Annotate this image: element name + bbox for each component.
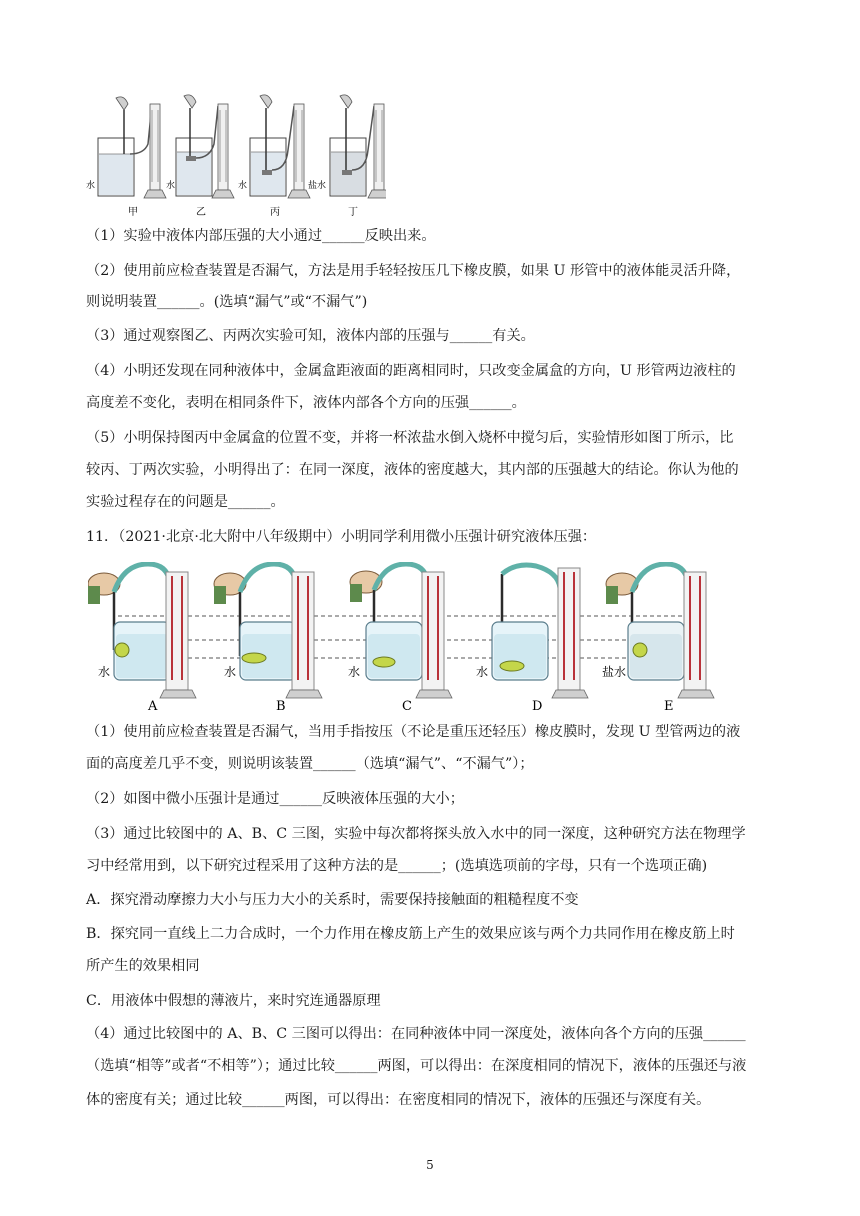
figure-2-liquid-label: 水	[348, 665, 361, 679]
setup-jia	[86, 97, 166, 218]
q11-title: 11．（2021·北京·北大附中八年级期中）小明同学利用微小压强计研究液体压强：	[86, 529, 597, 545]
setup-bing	[238, 95, 310, 218]
q11-line: 体的密度有关；通过比较______两图，可以得出：在密度相同的情况下，液体的压强还与深度有关。	[86, 1092, 711, 1108]
q10-line: 较丙、丁两次实验，小明得出了：在同一深度，液体的密度越大，其内部的压强越大的结论。你认为他的	[86, 462, 739, 478]
figure-1-liquid-label: 水	[166, 181, 176, 191]
q11-option-b: B．探究同一直线上二力合成时，一个力作用在橡皮筋上产生的效果应该与两个力共同作用在橡皮筋上时	[86, 926, 735, 942]
setup-c	[348, 564, 452, 714]
q11-line: （选填“相等”或者“不相等”）；通过比较______两图，可以得出：在深度相同的情况下，液体的压强还与液	[86, 1058, 747, 1074]
q11-option-a: A．探究滑动摩擦力大小与压力大小的关系时，需要保持接触面的粗糙程度不变	[86, 892, 579, 908]
figure-2-caption: D	[532, 699, 543, 714]
setup-e	[602, 564, 714, 714]
q11-option-b-cont: 所产生的效果相同	[86, 958, 200, 974]
q10-line: 高度差不变化，表明在相同条件下，液体内部各个方向的压强______。	[86, 395, 526, 411]
q11-line: 习中经常用到，以下研究过程采用了这种方法的是______；(选填选项前的字母，只有一个选项正确)	[86, 858, 708, 874]
figure-2-caption: E	[664, 699, 674, 714]
figure-2-liquid-label: 水	[476, 665, 489, 679]
figure-2-caption: C	[402, 699, 412, 714]
q10-line: （1）实验中液体内部压强的大小通过______反映出来。	[86, 228, 436, 244]
q10-line: 则说明装置______。(选填“漏气”或“不漏气”)	[86, 294, 368, 310]
q11-line: （1）使用前应检查装置是否漏气，当用手指按压（不论是重压还轻压）橡皮膜时，发现 U 型管两边的液	[86, 724, 741, 740]
q10-line: 实验过程存在的问题是______。	[86, 494, 285, 510]
q11-line: （2）如图中微小压强计是通过______反映液体压强的大小；	[86, 791, 464, 807]
figure-1-pressure-gauge	[86, 90, 386, 218]
figure-1-caption: 丙	[270, 207, 280, 218]
setup-d	[476, 565, 588, 714]
q10-line: （5）小明保持图丙中金属盒的位置不变，并将一杯浓盐水倒入烧杯中搅匀后，实验情形如图丁所示，比	[86, 430, 734, 446]
q11-line: （3）通过比较图中的 A、B、C 三图，实验中每次都将探头放入水中的同一深度，这种研究方法在物理学	[86, 826, 746, 842]
figure-1-caption: 甲	[128, 207, 138, 218]
q11-line: （4）通过比较图中的 A、B、C 三图可以得出：在同种液体中同一深度处，液体向各个方向的压强______	[86, 1026, 746, 1042]
q10-line: （2）使用前应检查装置是否漏气，方法是用手轻轻按压几下橡皮膜，如果 U 形管中的液体能灵活升降，	[86, 263, 741, 279]
figure-1-caption: 丁	[348, 207, 358, 218]
setup-b	[214, 564, 322, 714]
page-number: 5	[426, 1158, 434, 1172]
figure-2-pressure-gauge	[88, 562, 716, 714]
q10-line: （3）通过观察图乙、丙两次实验可知，液体内部的压强与______有关。	[86, 328, 535, 344]
figure-2-liquid-label: 水	[224, 665, 237, 679]
figure-1-liquid-label: 盐水	[308, 181, 327, 191]
figure-2-caption: A	[148, 699, 158, 714]
q11-option-c: C．用液体中假想的薄液片，来时究连通器原理	[86, 993, 381, 1009]
figure-2-liquid-label: 水	[98, 665, 111, 679]
setup-a	[88, 564, 196, 714]
q11-line: 面的高度差几乎不变，则说明该装置______（选填“漏气”、“不漏气”）；	[86, 756, 534, 772]
figure-2-caption: B	[276, 699, 286, 714]
figure-1-caption: 乙	[196, 207, 206, 218]
q10-line: （4）小明还发现在同种液体中，金属盒距液面的距离相同时，只改变金属盒的方向，U 形管两边液柱的	[86, 363, 736, 379]
figure-1-liquid-label: 水	[86, 181, 96, 191]
setup-yi	[166, 95, 234, 218]
setup-ding	[308, 95, 386, 218]
figure-1-liquid-label: 水	[238, 181, 248, 191]
figure-2-liquid-label: 盐水	[602, 665, 627, 679]
